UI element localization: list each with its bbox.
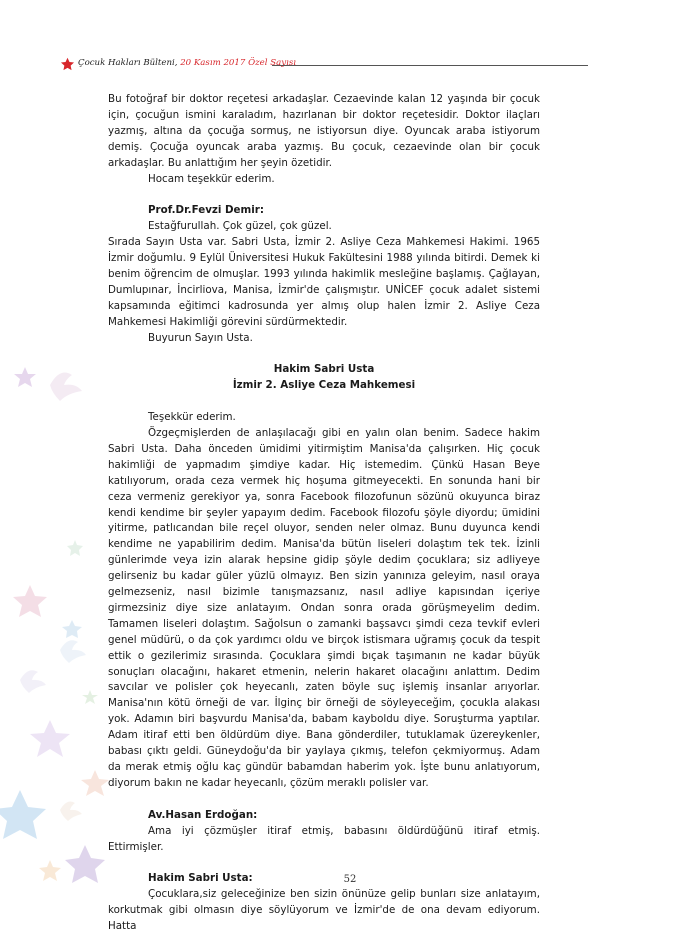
publication-name: Çocuk Hakları Bülteni, <box>78 58 178 68</box>
section-subtitle: İzmir 2. Asliye Ceza Mahkemesi <box>232 379 416 392</box>
dove-icon <box>50 373 82 401</box>
paragraph: Estağfurullah. Çok güzel, çok güzel. <box>148 220 332 233</box>
dove-icon <box>20 670 46 693</box>
section-title: Hakim Sabri Usta <box>273 363 375 376</box>
speaker-heading: Av.Hasan Erdoğan: <box>148 808 258 821</box>
paragraph: Bu fotoğraf bir doktor reçetesi arkadaşlar. Cezaevinde kalan 12 yaşında bir çocuk için, çocuğun ismini karaladım, hazırlanan bir doktor reçetesidir. Doktor ilaçları yazmış, altına da çocuğa sormuş, ne istiyorsun diye. Oyuncak araba istiyorum demiş. Çocuğa oyuncak araba yazmış. Bu çocuk, cezaevinde olan bir çocuk arkadaşlar. Bu anlattığım her şeyin özetidir. <box>108 93 540 169</box>
paragraph: Özgeçmişlerden de anlaşılacağı gibi en yalın olan benim. Sadece hakim Sabri Usta. Daha önceden ümidimi yitirmiştim Manisa'da çalışırken. Hiç çocuk hakimliği de yapmadım şimdiye kadar. Hiç istemedim. Çünkü Hasan Beye katılıyorum, orada ceza vermek hiç hoşuma gitmeyecekti. En sonunda hani bir ceza vermeniz gerekiyor ya, sonra Facebook filozofunun sözünü okuyunca biraz kendi kendime bir şeyler yapayım dedim. Facebook filozofu şöyle diyordu; ümidini yitirme, patlıcandan bile reçel oluyor, senden neler olmaz. Bunu duyunca kendi kendime ne yapabilirim dedim. Manisa'da bütün liseleri dolaştım tek tek. İzinli günlerimde veya izin alarak hepsine gidip şöyle dedim çocuklara; siz adliyeye gelirseniz bu kadar güler yüzlü olmayız. Ben sizin yanınıza geleyim, nasıl oraya gelmezseniz, nasıl bizimle tanışmazsanız, nasıl adliye kapısından içeriye girmezsiniz diye size anlatayım. Ondan sonra orada görüşmeyelim dedim. Tamamen liseleri dolaştım. Sağolsun o zamanki başsavcı şimdi ceza tevkif evleri genel müdürü, o da çok yardımcı oldu ve birçok istismara uğramış çocuk da tespit ettik o gezilerimiz sırasında. Çocuklara şimdi bıçak taşımanın ne kadar büyük sonuçları olacağını, hakaret etmenin, nelerin hakaret olacağını anlattım. Dedim savcılar ve polisler çok heyecanlı, zaten böyle suç işlemiş insanlar arıyorlar. Manisa'nın kötü örneği de var. İlginç bir örneği de söyleyeceğim, çocukla alakası yok. Adamın biri başvurdu Manisa'da, babam kayboldu diye. Soruşturma yaptılar. Adam itiraf etti ben öldürdüm diye. Bana gönderdiler, tutuklamak üzereykenler, babası çıktı geldi. Güneydoğu'da bir yaylaya çıkmış, telefon çekmiyormuş. Adam da merak etmiş oğlu kaç gündür babamdan haberim yok. İşte bunu anlatıyorum, diyorum bakın ne kadar heyecanlı, çözüm meraklı polisler var. <box>108 426 540 789</box>
star-decoration-icon <box>0 790 46 839</box>
page-header <box>60 57 588 73</box>
star-decoration-icon <box>82 690 98 704</box>
paragraph: Ama iyi çözmüşler itiraf etmiş, babasını öldürdüğünü itiraf etmiş. Ettirmişler. <box>108 824 540 853</box>
page-number: 52 <box>343 874 357 885</box>
paragraph: Hocam teşekkür ederim. <box>148 172 275 185</box>
paragraph: Çocuklara,siz geleceğinize ben sizin önünüze gelip bunları size anlatayım, korkutmak gibi olmasın diye söylüyorum ve İzmir'de de ona devam ediyorum. Hatta <box>108 888 540 933</box>
star-decoration-icon <box>67 540 83 556</box>
star-decoration-icon <box>81 770 109 796</box>
star-icon <box>60 57 75 72</box>
paragraph: Sırada Sayın Usta var. Sabri Usta, İzmir 2. Asliye Ceza Mahkemesi Hakimi. 1965 İzmir doğumlu. 9 Eylül Üniversitesi Hukuk Fakültesini 1988 yılında bitirdi. Demek ki benim öğrencim de olmuşlar. 1993 yılında hakimlik mesleğine başlamış. Çağlayan, Dumlupınar, İncirliova, Manisa, İzmir'de çalışmıştır. UNİCEF çocuk adalet sistemi kapsamında eğitimci kadrosunda yer almış olup halen İzmir 2. Asliye Ceza Mahkemesi Hakimliği görevini sürdürmektedir. <box>108 236 540 328</box>
dove-icon <box>60 802 82 821</box>
star-decoration-icon <box>14 367 36 387</box>
publication-date: 20 Kasım 2017 Özel Sayısı <box>180 58 296 68</box>
star-decoration-icon <box>30 720 70 757</box>
document-body <box>108 92 540 935</box>
paragraph: Buyurun Sayın Usta. <box>148 331 253 344</box>
header-rule <box>272 65 588 66</box>
star-decoration-icon <box>62 620 82 638</box>
publication-title <box>78 58 296 68</box>
speaker-heading: Hakim Sabri Usta: <box>148 872 253 885</box>
speaker-heading: Prof.Dr.Fevzi Demir: <box>148 204 265 217</box>
dove-icon <box>60 640 86 663</box>
star-decoration-icon <box>13 585 47 617</box>
paragraph: Teşekkür ederim. <box>148 411 236 424</box>
